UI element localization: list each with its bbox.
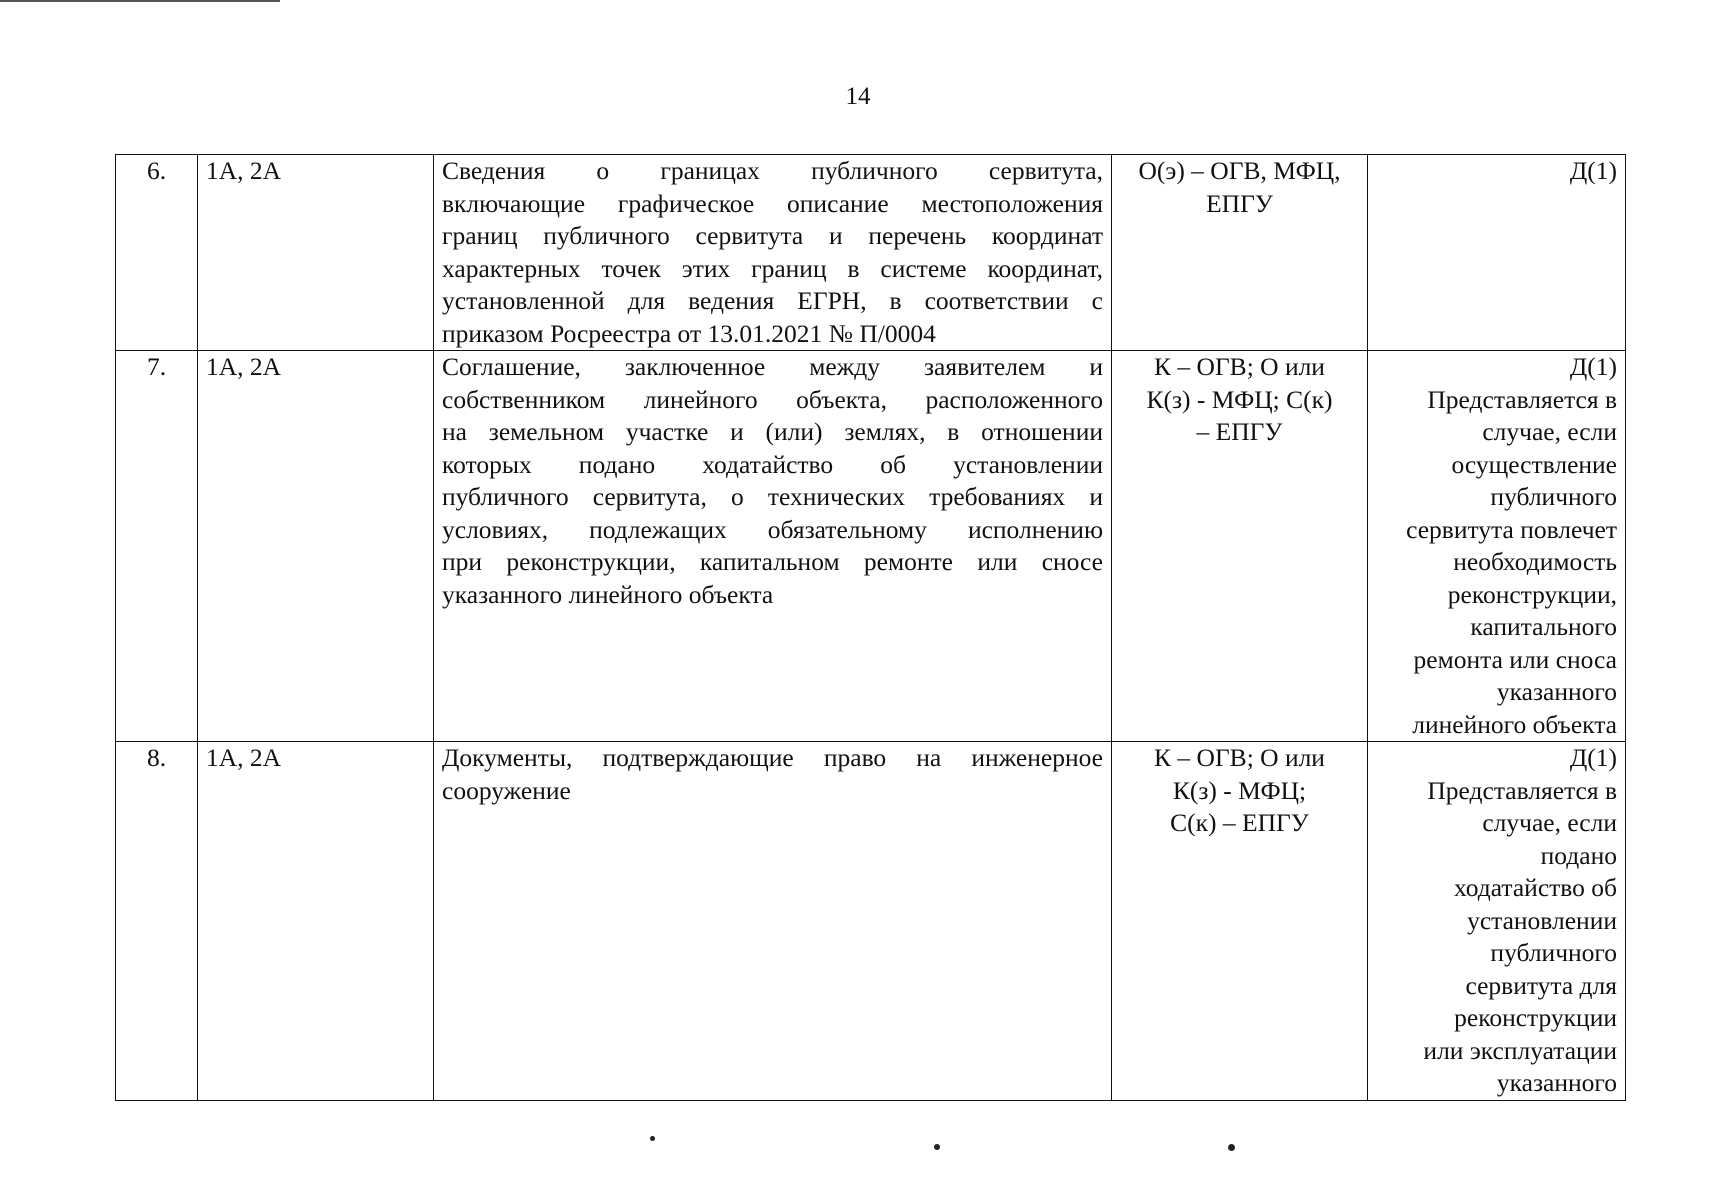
requirement-line: сервитута для	[1465, 970, 1617, 1000]
form-line: С(к) – ЕПГУ	[1170, 808, 1309, 837]
requirement-line: сервитута повлечет	[1406, 514, 1617, 544]
requirement-line: Д(1)	[1569, 743, 1617, 772]
requirement-line: Представляется в	[1427, 775, 1617, 805]
requirement-line: случае, если	[1482, 417, 1617, 446]
form-line: К(з) - МФЦ; С(к)	[1146, 384, 1333, 414]
requirement-line: установлении	[1467, 905, 1617, 935]
table-row	[116, 742, 1626, 1101]
description-line: установленной для ведения ЕГРН, в соответствии с	[442, 286, 1103, 315]
table-row	[116, 351, 1626, 742]
row-number: 8.	[116, 742, 198, 1101]
row-description	[434, 742, 1112, 1101]
row-requirement	[1368, 742, 1626, 1101]
form-line: К – ОГВ; О или	[1154, 352, 1325, 381]
scan-speck	[650, 1136, 655, 1141]
requirement-line: Д(1)	[1569, 352, 1617, 381]
requirement-line: необходимость	[1453, 547, 1617, 576]
documents-table	[115, 154, 1626, 1101]
form-line: ЕПГУ	[1206, 188, 1273, 218]
form-line: – ЕПГУ	[1196, 417, 1283, 446]
scan-speck	[1228, 1144, 1235, 1151]
row-category: 1А, 2А	[198, 155, 434, 351]
requirement-line: указанного	[1496, 677, 1617, 706]
description-line: границ публичного сервитута и перечень координат	[442, 221, 1103, 250]
table-row	[116, 155, 1626, 351]
description-line: при реконструкции, капитальном ремонте или сносе	[442, 547, 1103, 576]
requirement-line: реконструкции,	[1447, 579, 1617, 609]
requirement-line: ремонта или сноса	[1413, 644, 1617, 674]
description-line: Соглашение, заключенное между заявителем и	[442, 352, 1103, 381]
row-number: 6.	[116, 155, 198, 351]
page-number: 14	[845, 83, 871, 110]
requirement-line: Представляется в	[1427, 384, 1617, 414]
description-line: приказом Росреестра от 13.01.2021 № П/0004	[442, 318, 936, 348]
form-line: К – ОГВ; О или	[1154, 743, 1325, 772]
description-line: Сведения о границах публичного сервитута,	[442, 156, 1103, 185]
requirement-line: реконструкции	[1454, 1003, 1617, 1032]
row-requirement	[1368, 351, 1626, 742]
requirement-line: публичного	[1490, 938, 1617, 967]
requirement-line: осуществление	[1451, 449, 1617, 479]
row-requirement	[1368, 155, 1626, 351]
row-description	[434, 155, 1112, 351]
requirement-line: Д(1)	[1569, 156, 1617, 185]
requirement-line: или эксплуатации	[1423, 1035, 1617, 1065]
form-line: К(з) - МФЦ;	[1172, 775, 1307, 805]
row-description	[434, 351, 1112, 742]
description-line: указанного линейного объекта	[442, 579, 774, 609]
description-line: сооружение	[442, 775, 571, 805]
row-category: 1А, 2А	[198, 351, 434, 742]
requirement-line: указанного	[1496, 1068, 1617, 1097]
requirement-line: подано	[1540, 840, 1617, 870]
description-line: характерных точек этих границ в системе координат,	[442, 253, 1103, 283]
description-line: условиях, подлежащих обязательному исполнению	[442, 514, 1103, 544]
description-line: на земельном участке и (или) землях, в отношении	[442, 417, 1103, 446]
row-category: 1А, 2А	[198, 742, 434, 1101]
description-line: включающие графическое описание местоположения	[442, 188, 1103, 218]
row-submission-form	[1112, 351, 1368, 742]
top-edge-line	[0, 0, 280, 2]
description-line: публичного сервитута, о технических требованиях и	[442, 482, 1103, 511]
requirement-line: ходатайство об	[1453, 873, 1617, 902]
description-line: которых подано ходатайство об установлении	[442, 449, 1103, 479]
requirement-line: случае, если	[1482, 808, 1617, 837]
requirement-line: капитального	[1470, 612, 1617, 641]
scan-speck	[934, 1144, 940, 1150]
requirement-line: публичного	[1490, 482, 1617, 511]
description-line: собственником линейного объекта, расположенного	[442, 384, 1103, 414]
row-submission-form	[1112, 742, 1368, 1101]
form-line: О(э) – ОГВ, МФЦ,	[1138, 156, 1341, 185]
requirement-line: линейного объекта	[1412, 709, 1617, 739]
row-number: 7.	[116, 351, 198, 742]
row-submission-form	[1112, 155, 1368, 351]
description-line: Документы, подтверждающие право на инженерное	[442, 743, 1103, 772]
